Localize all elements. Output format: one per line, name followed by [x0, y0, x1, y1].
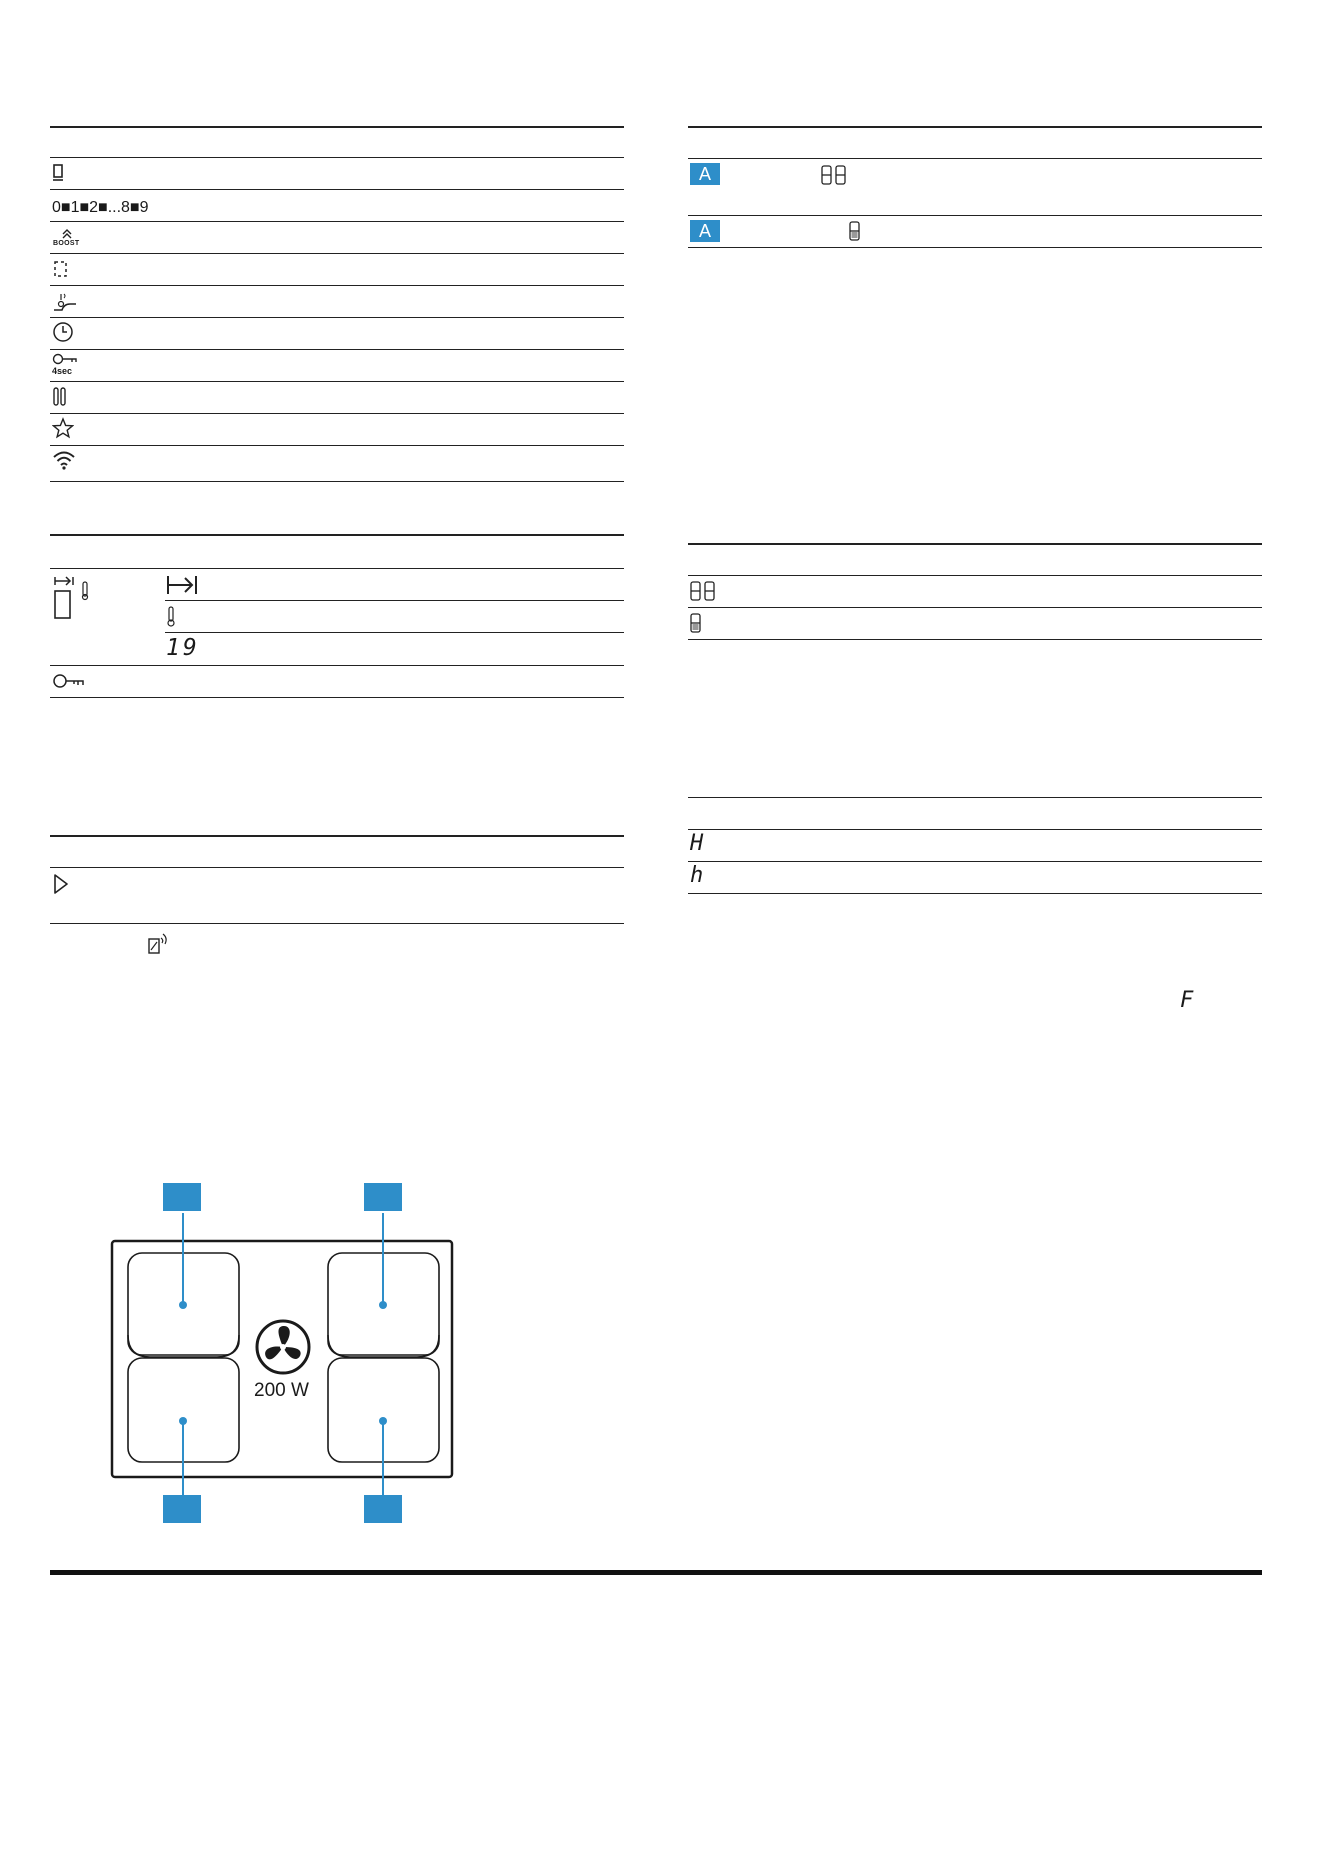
row-rule — [50, 317, 624, 318]
four-sec-label: 4sec — [52, 366, 73, 376]
key-lock-icon — [52, 353, 82, 379]
row-rule — [50, 867, 624, 868]
row-rule — [688, 607, 1262, 608]
row-rule — [50, 221, 624, 222]
power-levels-label: 0■1■2■...8■9 — [52, 199, 149, 216]
fan-icon — [257, 1321, 309, 1373]
row-rule — [50, 189, 624, 190]
thermometer-icon — [166, 606, 176, 628]
boost-label: BOOST — [53, 240, 80, 247]
dashed-zone-icon — [53, 260, 69, 280]
table-header-rule — [50, 126, 624, 128]
pan-sensor-icon — [52, 290, 78, 314]
row-rule — [688, 247, 1262, 248]
double-zone-icon — [689, 580, 717, 602]
remote-phone-icon — [146, 932, 170, 956]
boost-icon — [52, 228, 82, 250]
row-rule — [50, 349, 624, 350]
star-icon — [52, 417, 74, 439]
zone-callout-tag-2 — [364, 1183, 402, 1211]
row-rule — [688, 639, 1262, 640]
transfer-arrow-icon — [166, 574, 198, 596]
row-rule — [688, 158, 1262, 159]
transfer-display-icon — [52, 574, 96, 624]
row-rule — [50, 381, 624, 382]
table-header-rule — [688, 126, 1262, 128]
key-icon — [52, 672, 86, 690]
play-triangle-icon — [53, 873, 69, 895]
segment-h-lower: h — [690, 863, 704, 888]
zone-callout-tag-3 — [163, 1495, 201, 1523]
segment-display-19: 19 — [166, 635, 200, 661]
row-rule — [50, 413, 624, 414]
row-rule — [688, 575, 1262, 576]
row-rule — [50, 568, 624, 569]
segment-h-upper: H — [690, 831, 704, 856]
row-rule — [165, 632, 624, 633]
badge-a: A — [690, 163, 720, 185]
footer-rule — [50, 1570, 1262, 1575]
row-rule — [688, 215, 1262, 216]
zone-callout-tag-4 — [364, 1495, 402, 1523]
table-header-rule — [688, 543, 1262, 545]
row-rule — [50, 285, 624, 286]
segment-f: F — [1180, 988, 1194, 1013]
row-rule — [688, 861, 1262, 862]
single-zone-icon — [689, 612, 703, 634]
display-frame-icon — [52, 163, 66, 183]
badge-a: A — [690, 220, 720, 242]
row-rule — [50, 445, 624, 446]
row-rule — [50, 665, 624, 666]
table-header-rule — [50, 534, 624, 536]
fan-power-label: 200 W — [254, 1380, 309, 1401]
row-rule — [50, 481, 624, 482]
row-rule — [688, 893, 1262, 894]
single-zone-icon — [848, 220, 862, 242]
double-zone-icon — [820, 164, 848, 186]
table-header-rule — [50, 835, 624, 837]
row-rule — [50, 923, 624, 924]
table-header-rule — [688, 797, 1262, 798]
zone-callout-tag-1 — [163, 1183, 201, 1211]
row-rule — [50, 157, 624, 158]
wifi-icon — [52, 449, 76, 471]
clock-icon — [52, 321, 74, 343]
hob-outline — [112, 1241, 452, 1477]
row-rule — [165, 600, 624, 601]
hob-diagram — [100, 1185, 460, 1525]
pause-icon — [52, 387, 68, 407]
row-rule — [50, 697, 624, 698]
row-rule — [688, 829, 1262, 830]
row-rule — [50, 253, 624, 254]
